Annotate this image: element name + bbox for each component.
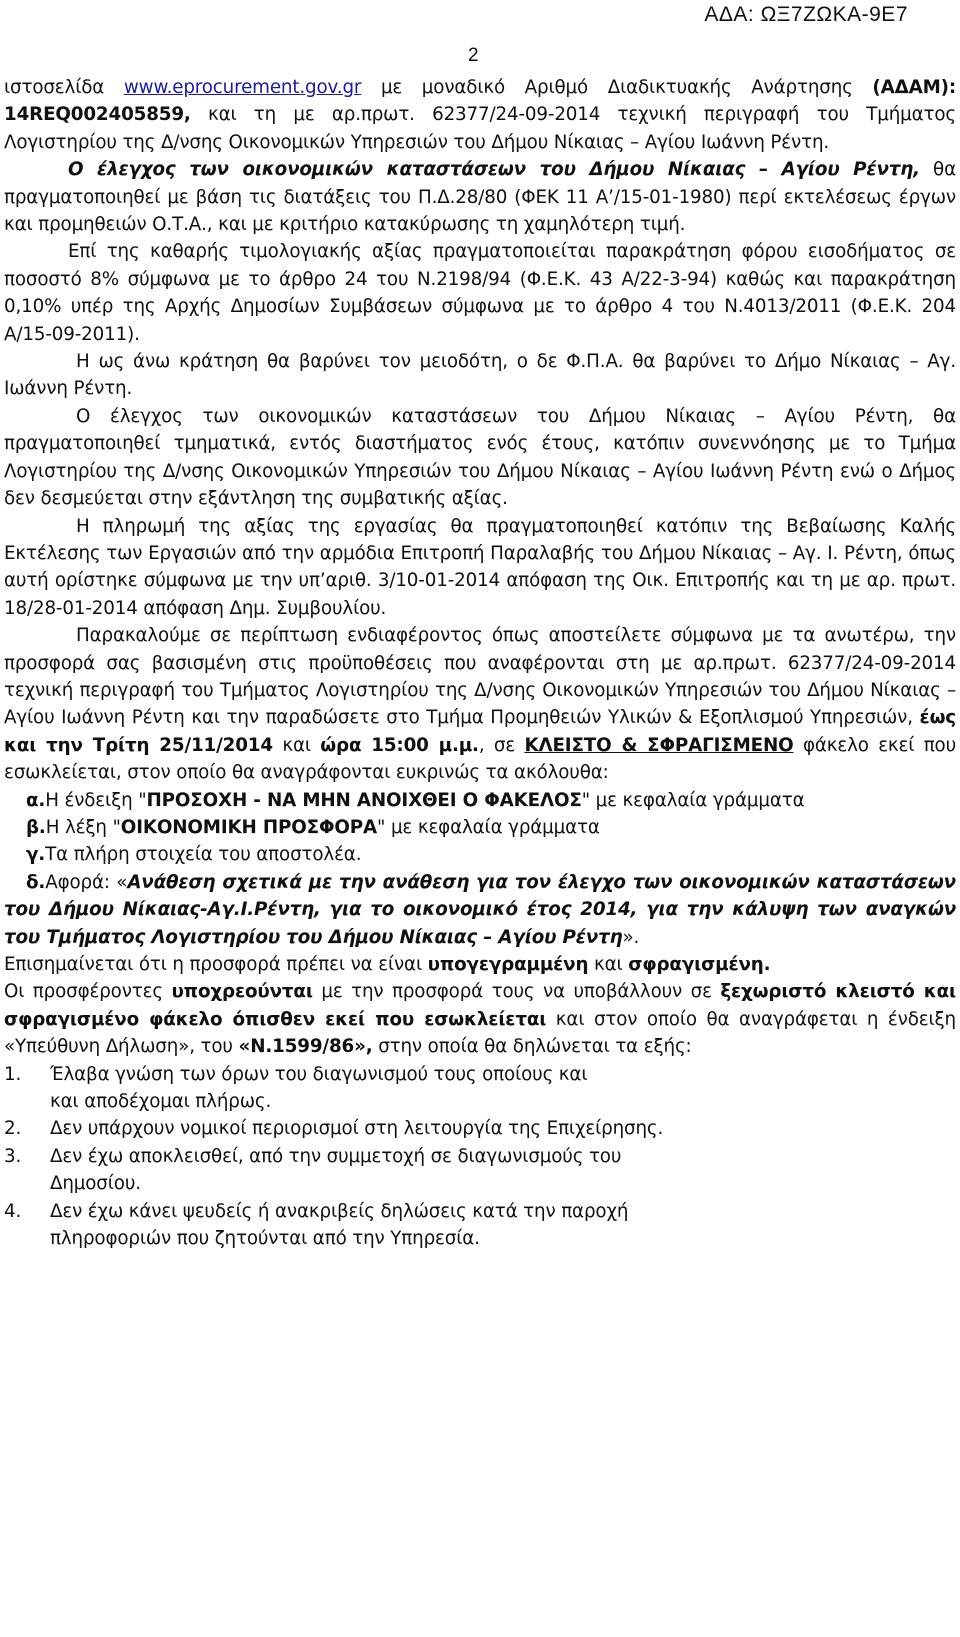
subject-text: Ανάθεση σχετικά με την ανάθεση για τον έλεγχο των οικονομικών καταστάσεων του Δήμου Νίκαιας-Αγ.Ι.Ρέντη, για το οικονομικό έτος 2014, για την κάλυψη των αναγκών του Τμήματος Λογιστηρίου του Δήμου Νίκαιας – Αγίου Ρέντη [4,871,956,948]
adam-number: (ΑΔΑΜ): 14REQ002405859, [4,77,956,126]
text-span: με την προσφορά τους να υποβάλλουν σε [312,981,721,1003]
declaration-text [50,1061,956,1116]
declaration-line: Δεν έχω αποκλεισθεί, από την συμμετοχή σε διαγωνισμούς του [50,1145,622,1167]
audit-heading: Ο έλεγχος των οικονομικών καταστάσεων του Δήμου Νίκαιας – Αγίου Ρέντη, [68,159,920,181]
declaration-line: Δημοσίου. [50,1173,141,1195]
text-span: , σε [478,734,525,756]
deadline-time: ώρα 15:00 μ.μ. [320,734,479,756]
declaration-number: 2. [4,1118,22,1140]
paragraph-vat: Η ως άνω κράτηση θα βαρύνει τον μειοδότη, ο δε Φ.Π.Α. θα βαρύνει το Δήμο Νίκαιας – Αγ. Ιωάννη Ρέντη. [4,351,956,400]
sealed-word: σφραγισμένη. [628,954,771,975]
declaration-line: Έλαβα γνώση των όρων του διαγωνισμού τους οποίους και [50,1063,588,1085]
text-span: Η λέξη " [45,816,121,838]
law-reference: «Ν.1599/86», [238,1036,373,1058]
signed-word: υπογεγραμμένη [427,954,589,975]
text-span: ιστοσελίδα [4,77,124,98]
eprocurement-link[interactable]: www.eprocurement.gov.gr [123,77,362,98]
item-bold: ΟΙΚΟΝΟΜΙΚΗ ΠΡΟΣΦΟΡΑ [120,816,378,838]
item-bold: ΠΡΟΣΟΧΗ - ΝΑ ΜΗΝ ΑΝΟΙΧΘΕΙ Ο ΦΑΚΕΛΟΣ [146,789,582,811]
declaration-line: και αποδέχομαι πλήρως. [50,1091,272,1113]
text-span: και [272,734,321,756]
paragraph-declaration-requirement [4,978,956,1060]
paragraph-submission [4,622,956,786]
text-span: " με κεφαλαία γράμματα [581,789,805,811]
ada-code-header: ΑΔΑ: ΩΞ7ΖΩΚΑ-9Ε7 [704,3,908,26]
text-span: " με κεφαλαία γράμματα [377,816,600,838]
declaration-number: 3. [4,1145,22,1167]
paragraph-payment: Η πληρωμή της αξίας της εργασίας θα πραγματοποιηθεί κατόπιν της Βεβαίωσης Καλής Εκτέλεσης των Εργασιών από την αρμόδια Επιτροπή Παραλαβής του Δήμου Νίκαιας – Αγ. Ι. Ρέντη, όπως αυτή ορίστηκε σύμφωνα με την υπ’αριθ. 3/10-01-2014 απόφαση της Οικ. Επιτροπής και τη με αρ. πρωτ. 18/28-01-2014 απόφαση Δημ. Συμβουλίου. [4,515,956,619]
declaration-item [4,1198,956,1253]
item-label: β. [26,816,46,838]
envelope-item-b [4,814,956,841]
text-span: ». [622,926,640,948]
text-span: και [588,954,629,975]
text-span: Τα πλήρη στοιχεία του αποστολέα. [45,844,362,866]
envelope-item-a [4,787,956,814]
declaration-number: 1. [4,1063,22,1085]
paragraph-announcement [4,74,956,156]
declaration-text: Δεν υπάρχουν νομικοί περιορισμοί στη λειτουργία της Επιχείρησης. [50,1118,664,1140]
text-span: και στον οποίο θα αναγράφεται η ένδειξη «Υπεύθυνη Δήλωση», του [4,1008,956,1058]
paragraph-tax-withholding: Επί της καθαρής τιμολογιακής αξίας πραγματοποιείται παρακράτηση φόρου εισοδήματος σε ποσοστό 8% σύμφωνα με το άρθρο 24 του Ν.2198/94 (Φ.Ε.Κ. 43 Α/22-3-94) καθώς και παρακράτηση 0,10% υπέρ της Αρχής Δημοσίων Συμβάσεων σύμφωνα με το άρθρο 4 του Ν.4013/2011 (Φ.Ε.Κ. 204 Α/15-09-2011). [4,241,956,345]
envelope-item-c [4,841,956,868]
paragraph-audit-basis [4,156,956,238]
text-span: φάκελο εκεί που εσωκλείεται, στον οποίο θα αναγράφονται ευκρινώς τα ακόλουθα: [4,734,957,784]
text-span: Αφορά: « [45,871,128,893]
text-span: με μοναδικό Αριθμό Διαδικτυακής Ανάρτησης [361,77,873,98]
text-span: Επισημαίνεται ότι η προσφορά πρέπει να είναι [4,954,428,975]
text-span: Παρακαλούμε σε περίπτωση ενδιαφέροντος όπως αποστείλετε σύμφωνα με τα ανωτέρω, την προσφορά σας βασισμένη στις προϋποθέσεις που αναφέρονται στη με αρ.πρωτ. 62377/24-09-2014 τεχνική περιγραφή του Τμήματος Λογιστηρίου της Δ/νσης Οικονομικών Υπηρεσιών του Δήμου Νίκαιας – Αγίου Ιωάννη Ρέντη και την παραδώσετε στο Τμήμα Προμηθειών Υλικών & Εξοπλισμού Υπηρεσιών, [4,625,956,729]
declaration-item [4,1115,956,1142]
declaration-line: πληροφοριών που ζητούνται από την Υπηρεσία. [50,1228,480,1250]
declaration-text [50,1143,956,1198]
text-span: και τη με αρ.πρωτ. 62377/24-09-2014 τεχνική περιγραφή του Τμήματος Λογιστηρίου της Δ/νσης Οικονομικών Υπηρεσιών του Δήμου Νίκαιας – Αγίου Ιωάννη Ρέντη. [4,104,956,153]
sealed-envelope-note: ΚΛΕΙΣΤΟ & ΣΦΡΑΓΙΣΜΕΝΟ [524,734,794,756]
document-body [4,74,956,1252]
declaration-number: 4. [4,1200,22,1222]
text-span: Η ένδειξη " [45,789,147,811]
obligated-word: υποχρεούνται [171,981,313,1003]
separate-envelope-note: ξεχωριστό κλειστό και σφραγισμένο φάκελο όπισθεν εκεί που εσωκλείεται [4,981,956,1030]
paragraph-audit-schedule: Ο έλεγχος των οικονομικών καταστάσεων του Δήμου Νίκαιας – Αγίου Ρέντη, θα πραγματοποιηθεί τμηματικά, εντός διαστήματος ενός έτους, κατόπιν συνεννόησης με το Τμήμα Λογιστηρίου της Δ/νσης Οικονομικών Υπηρεσιών του Δήμου Νίκαιας – Αγίου Ιωάννη Ρέντη ενώ ο Δήμος δεν δεσμεύεται στην εξάντληση της συμβατικής αξίας. [4,405,956,510]
text-span: θα πραγματοποιηθεί με βάση τις διατάξεις του Π.Δ.28/80 (ΦΕΚ 11 Α’/15-01-1980) περί εκτελέσεως έργων και προμηθειών Ο.Τ.Α., και με κριτήριο κατακύρωσης τη χαμηλότερη τιμή. [4,159,956,236]
page-number: 2 [468,45,479,66]
envelope-item-d [4,869,956,951]
text-span: στην οποία θα δηλώνεται τα εξής: [372,1036,692,1058]
deadline-date: έως και την Τρίτη 25/11/2014 [4,707,956,756]
item-label: γ. [26,844,46,866]
declaration-text [50,1198,956,1253]
text-span: Οι προσφέροντες [4,981,172,1003]
item-label: δ. [26,871,46,893]
declaration-line: Δεν έχω κάνει ψευδείς ή ανακριβείς δηλώσεις κατά την παροχή [50,1200,629,1222]
declaration-item [4,1061,956,1116]
item-label: α. [26,789,46,811]
declaration-item [4,1143,956,1198]
paragraph-signature-note [4,951,956,978]
